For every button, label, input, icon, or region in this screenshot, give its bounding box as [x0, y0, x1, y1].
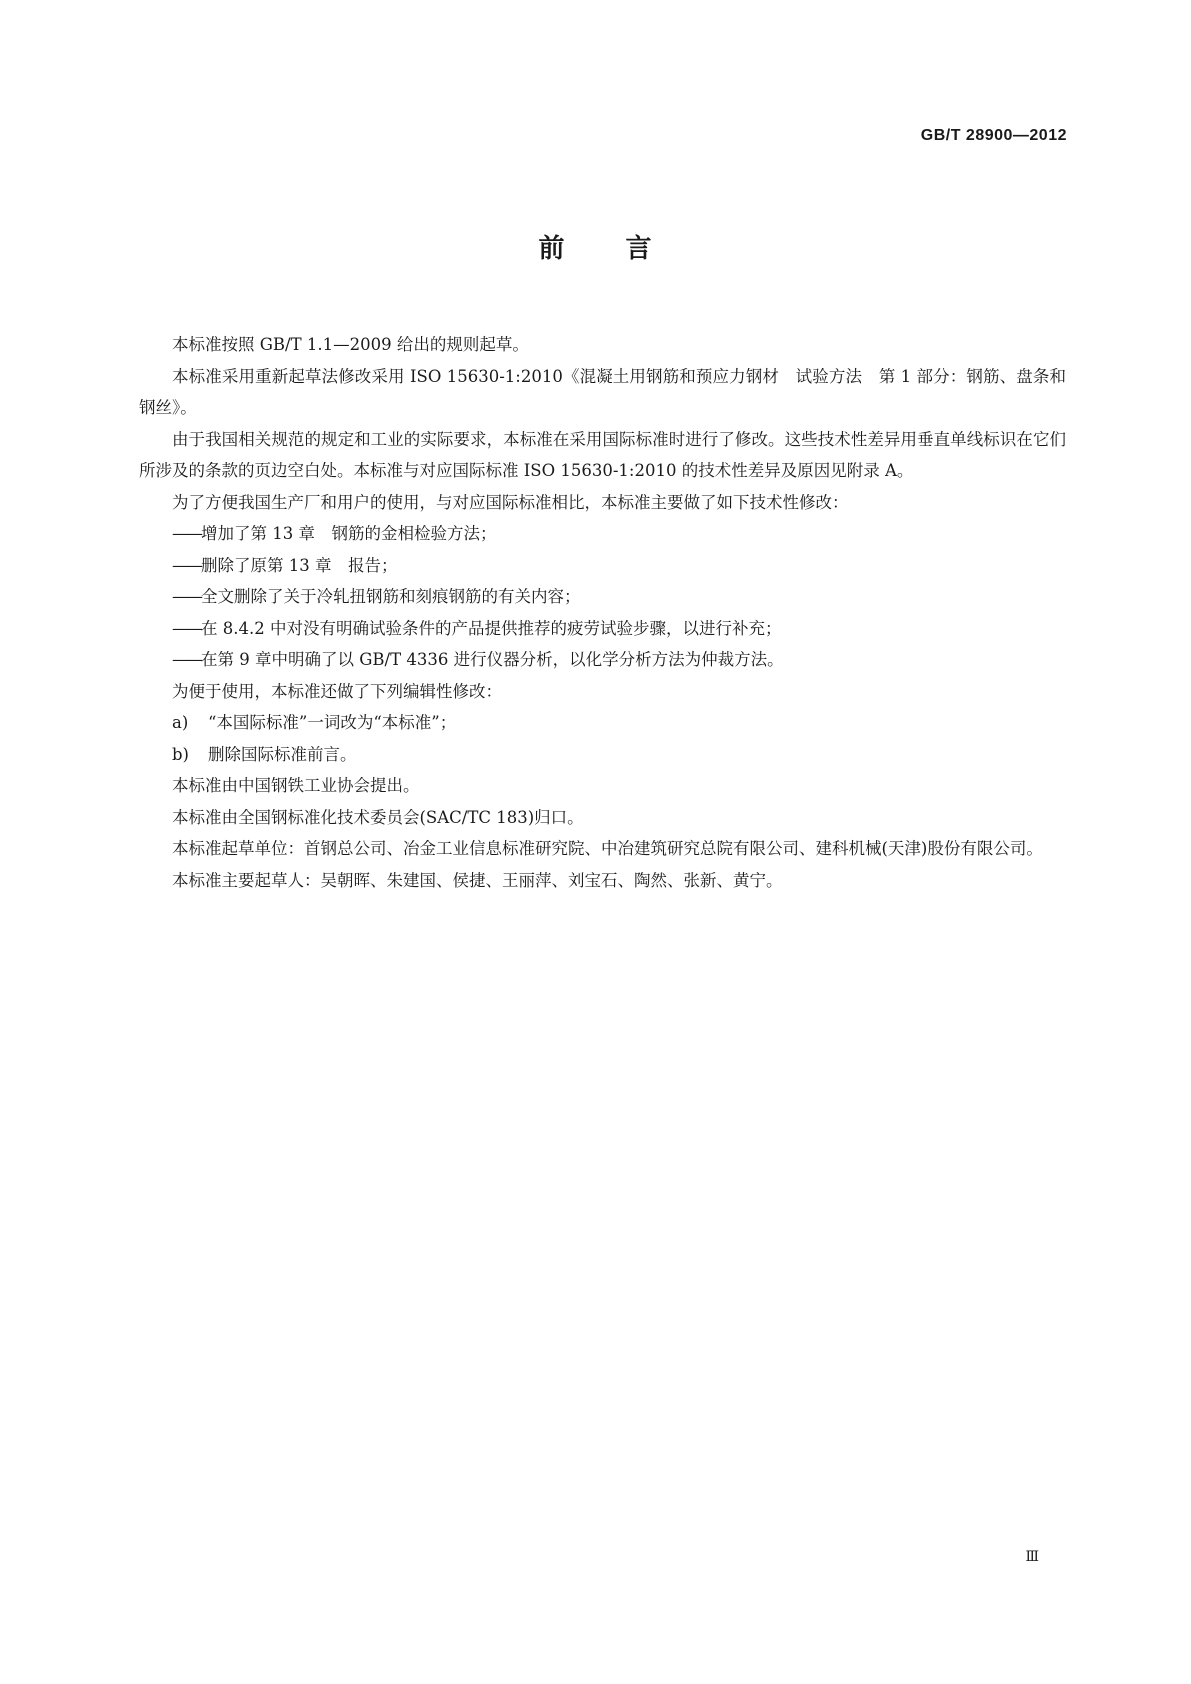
- paragraph-editorial-intro: 为便于使用，本标准还做了下列编辑性修改：: [172, 681, 502, 701]
- list-item-text: 在 8.4.2 中对没有明确试验条件的产品提供推荐的疲劳试验步骤，以进行补充；: [201, 618, 782, 638]
- page-title: [0, 228, 1191, 265]
- paragraph-drafting-rules: 本标准按照 GB/T 1.1—2009 给出的规则起草。: [172, 335, 529, 354]
- foreword-body: [139, 329, 1066, 896]
- paragraph-proposer: 本标准由中国钢铁工业协会提出。: [172, 776, 420, 795]
- paragraph-drafting-units: 本标准起草单位：首钢总公司、冶金工业信息标准研究院、中冶建筑研究总院有限公司、建科机械(天津)股份有限公司。: [172, 839, 1043, 858]
- page-number: Ⅲ: [1025, 1549, 1039, 1565]
- item-marker: b): [172, 744, 189, 764]
- list-item: [139, 550, 1066, 582]
- list-item: [139, 739, 1066, 771]
- list-item-text: 全文删除了关于冷轧扭钢筋和刻痕钢筋的有关内容；: [201, 587, 581, 606]
- dash-marker: ——: [172, 555, 201, 575]
- standard-code: GB/T 28900—2012: [920, 127, 1067, 144]
- paragraph-technical-intro: 为了方便我国生产厂和用户的使用，与对应国际标准相比，本标准主要做了如下技术性修改：: [172, 492, 849, 512]
- paragraph-drafters: 本标准主要起草人：吴朝晖、朱建国、侯捷、王丽萍、刘宝石、陶然、张新、黄宁。: [172, 870, 783, 890]
- list-item-text: 删除国际标准前言。: [208, 744, 357, 764]
- paragraph-differences: 由于我国相关规范的规定和工业的实际要求，本标准在采用国际标准时进行了修改。这些技术性差异用垂直单线标识在它们所涉及的条款的页边空白处。本标准与对应国际标准 ISO 15630-1:2010 的技术性差异及原因见附录 A。: [139, 429, 1066, 480]
- list-item: [139, 613, 1066, 645]
- list-item-text: “本国际标准”一词改为“本标准”；: [208, 713, 457, 732]
- item-marker: a): [172, 713, 189, 732]
- dash-marker: ——: [172, 524, 201, 543]
- list-item-text: 在第 9 章中明确了以 GB/T 4336 进行仪器分析，以化学分析方法为仲裁方法。: [201, 650, 784, 669]
- list-item-text: 删除了原第 13 章 报告；: [201, 555, 398, 575]
- dash-marker: ——: [172, 650, 201, 669]
- dash-marker: ——: [172, 587, 201, 606]
- list-item: [139, 518, 1066, 550]
- dash-marker: ——: [172, 618, 201, 638]
- list-item: [139, 707, 1066, 739]
- list-item-text: 增加了第 13 章 钢筋的金相检验方法；: [201, 524, 497, 543]
- list-item: [139, 644, 1066, 676]
- title-char-1: 前: [538, 234, 566, 264]
- paragraph-adoption: 本标准采用重新起草法修改采用 ISO 15630-1:2010《混凝土用钢筋和预应力钢材 试验方法 第 1 部分：钢筋、盘条和钢丝》。: [139, 366, 1066, 417]
- paragraph-committee: 本标准由全国钢标准化技术委员会(SAC/TC 183)归口。: [172, 807, 584, 827]
- title-char-2: 言: [625, 234, 653, 264]
- list-item: [139, 581, 1066, 613]
